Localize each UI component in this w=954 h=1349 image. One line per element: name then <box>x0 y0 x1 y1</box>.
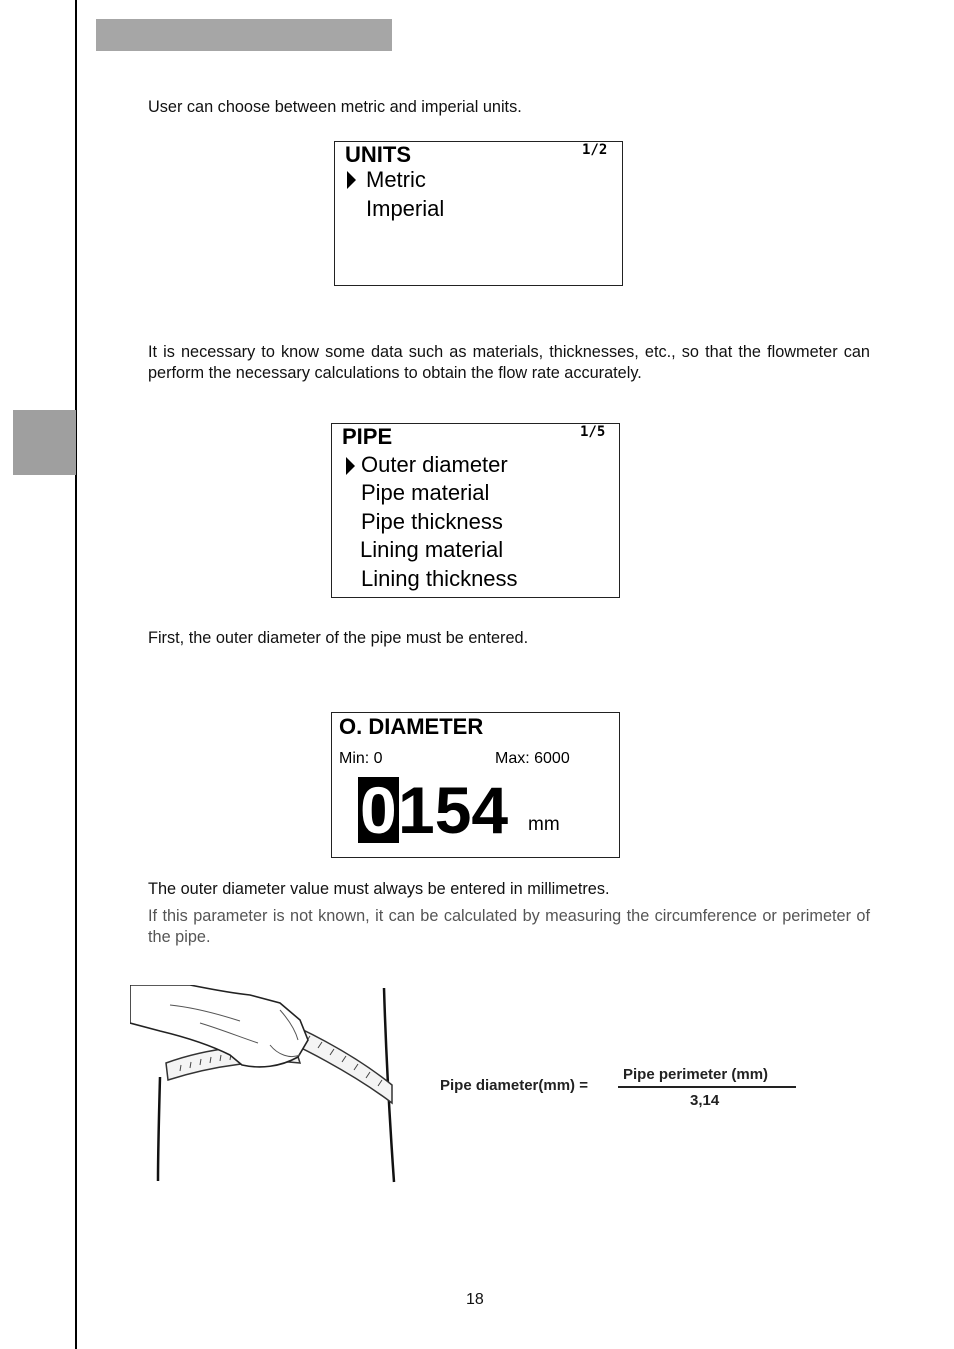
diameter-intro-text: First, the outer diameter of the pipe must be entered. <box>148 629 529 647</box>
formula-numerator: Pipe perimeter (mm) <box>623 1066 769 1083</box>
pipe-option-pipe-material[interactable]: Pipe material <box>361 480 490 505</box>
pipe-option-lining-thickness[interactable]: Lining thickness <box>361 566 518 591</box>
triangle-right-icon <box>347 171 356 189</box>
section-header-bar <box>96 19 392 51</box>
diameter-unit: mm <box>528 814 560 835</box>
pipe-option-lining-material[interactable]: Lining material <box>360 537 504 562</box>
diameter-screen-title: O. DIAMETER <box>339 714 484 739</box>
units-option-metric[interactable]: Metric <box>366 167 426 192</box>
triangle-right-icon <box>346 457 355 475</box>
units-option-imperial[interactable]: Imperial <box>366 196 445 221</box>
diameter-hint-text: If this parameter is not known, it can be calculated by measuring the circumference or perimeter of the pipe. <box>148 907 870 946</box>
units-screen <box>334 141 623 286</box>
formula-fraction-bar <box>618 1086 796 1088</box>
pipe-screen <box>331 423 620 598</box>
diameter-max-label: Max: 6000 <box>495 750 570 767</box>
pipe-page-indicator: 1/5 <box>580 424 606 440</box>
measuring-tape-around-pipe-illustration <box>130 985 398 1185</box>
chapter-side-tab <box>13 410 76 475</box>
diameter-digits: 154 <box>398 773 509 847</box>
diameter-screen <box>331 712 620 858</box>
formula-lhs: Pipe diameter(mm) = <box>440 1077 588 1094</box>
units-intro-text: User can choose between metric and imperial units. <box>148 98 522 116</box>
pipe-screen-title: PIPE <box>342 424 393 449</box>
pipe-option-outer-diameter[interactable]: Outer diameter <box>361 452 508 477</box>
diameter-note-text: The outer diameter value must always be entered in millimetres. <box>148 880 610 898</box>
page-margin-rule <box>75 0 77 1349</box>
page-number: 18 <box>466 1291 484 1308</box>
diameter-formula <box>440 1064 800 1114</box>
diameter-digit-selected[interactable]: 0 <box>360 773 397 847</box>
pipe-intro-text: It is necessary to know some data such as materials, thicknesses, etc., so that the flowmeter can perform the necessary calculations to obtain the flow rate accurately. <box>148 343 870 382</box>
diameter-min-label: Min: 0 <box>339 750 383 767</box>
units-screen-title: UNITS <box>345 142 411 167</box>
formula-denominator: 3,14 <box>690 1092 720 1109</box>
pipe-option-pipe-thickness[interactable]: Pipe thickness <box>361 509 503 534</box>
units-page-indicator: 1/2 <box>582 142 608 158</box>
